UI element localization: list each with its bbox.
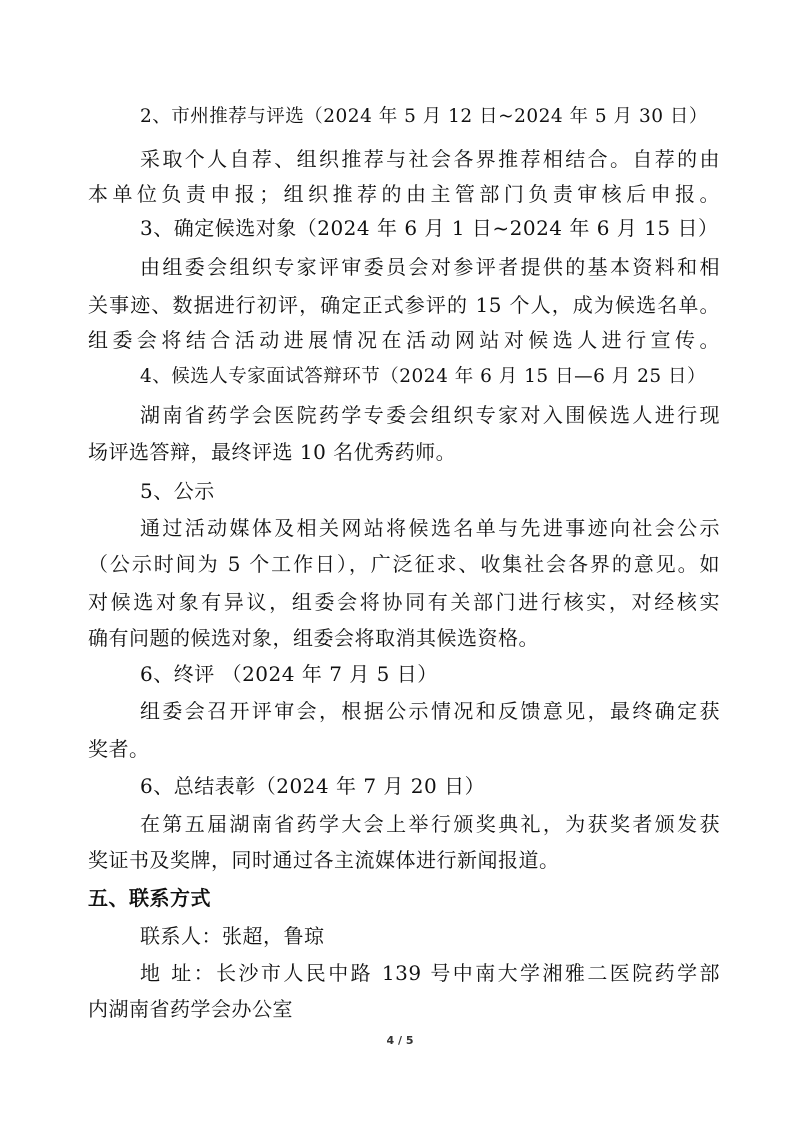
step-6-commendation-heading: 6、总结表彰（2024 年 7 月 20 日） <box>140 774 486 798</box>
step-2-heading: 2、市州推荐与评选（2024 年 5 月 12 日~2024 年 5 月 30 日） <box>140 106 708 127</box>
step-5-heading: 5、公示 <box>140 479 215 503</box>
paragraph-line: 场评选答辩，最终评选 10 名优秀药师。 <box>88 440 457 464</box>
paragraph-line: 湖南省药学会医院药学专委会组织专家对入围候选人进行现 <box>140 403 720 427</box>
step-3-heading: 3、确定候选对象（2024 年 6 月 1 日~2024 年 6 月 15 日） <box>140 216 719 240</box>
paragraph-line: 奖证书及奖牌，同时通过各主流媒体进行新闻报道。 <box>88 848 560 872</box>
paragraph-line: 对候选对象有异议，组委会将协同有关部门进行核实，对经核实 <box>88 590 720 614</box>
step-6-final-review-heading: 6、终评 （2024 年 7 月 5 日） <box>140 662 438 686</box>
paragraph-line: 确有问题的候选对象，组委会将取消其候选资格。 <box>88 626 539 650</box>
section-5-heading: 五、联系方式 <box>88 886 211 910</box>
paragraph-line: （公示时间为 5 个工作日），广泛征求、收集社会各界的意见。如 <box>88 552 720 576</box>
contact-address: 地 址：长沙市人民中路 139 号中南大学湘雅二医院药学部 <box>140 961 720 985</box>
contact-person: 联系人：张超，鲁琼 <box>140 924 325 948</box>
page-number: 4 / 5 <box>386 1034 414 1047</box>
paragraph-line: 本单位负责申报；组织推荐的由主管部门负责审核后申报。 <box>88 182 720 206</box>
step-4-heading: 4、候选人专家面试答辩环节（2024 年 6 月 15 日—6 月 25 日） <box>140 366 707 387</box>
paragraph-line: 在第五届湖南省药学大会上举行颁奖典礼，为获奖者颁发获 <box>140 812 720 836</box>
paragraph-line: 组委会召开评审会，根据公示情况和反馈意见，最终确定获 <box>140 699 720 723</box>
paragraph-line: 组委会将结合活动进展情况在活动网站对候选人进行宣传。 <box>88 328 720 352</box>
paragraph-line: 通过活动媒体及相关网站将候选名单与先进事迹向社会公示 <box>140 516 720 540</box>
paragraph-line: 采取个人自荐、组织推荐与社会各界推荐相结合。自荐的由 <box>140 147 720 171</box>
paragraph-line: 奖者。 <box>88 737 150 761</box>
paragraph-line: 由组委会组织专家评审委员会对参评者提供的基本资料和相 <box>140 255 720 279</box>
paragraph-line: 关事迹、数据进行初评，确定正式参评的 15 个人，成为候选名单。 <box>88 293 720 317</box>
contact-address-continued: 内湖南省药学会办公室 <box>88 997 293 1021</box>
